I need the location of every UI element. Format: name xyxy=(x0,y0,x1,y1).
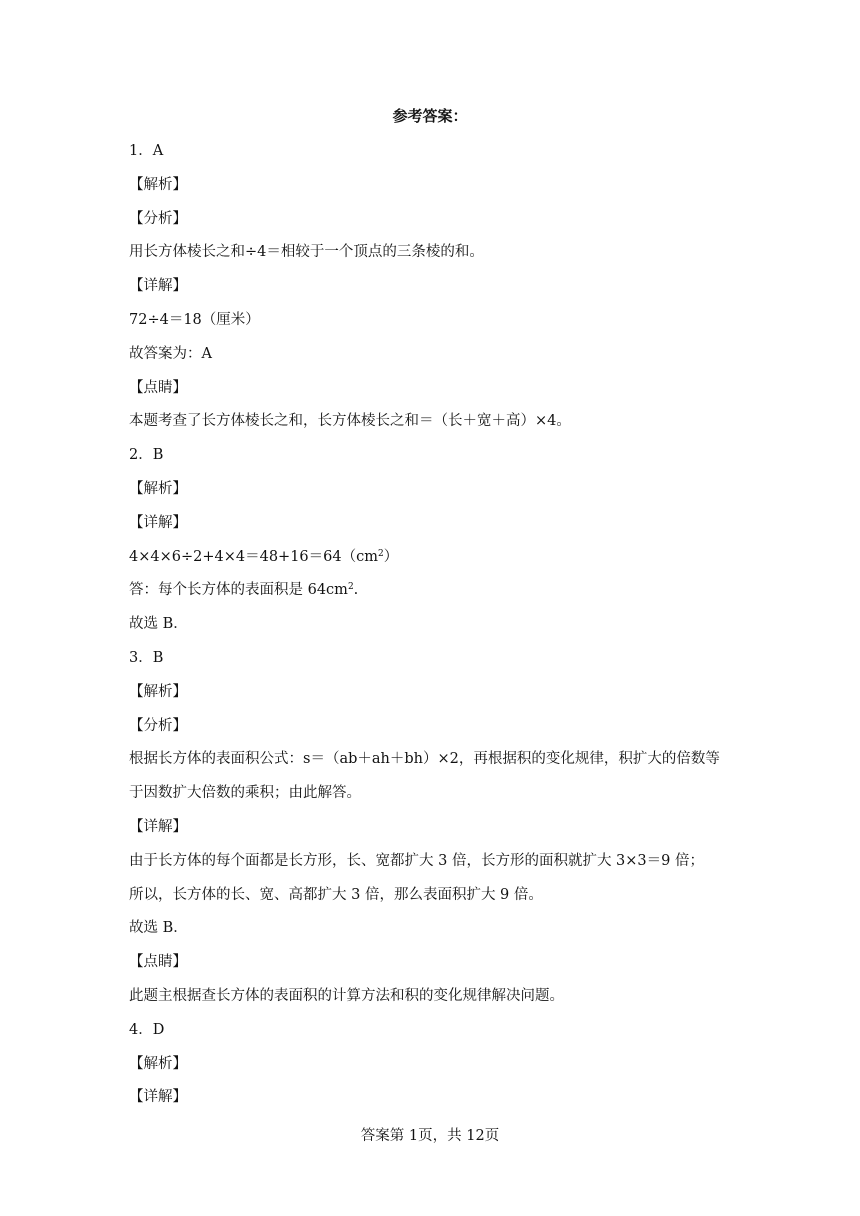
answer-line xyxy=(129,541,739,575)
answer-line: 本题考查了长方体棱长之和，长方体棱长之和＝（长＋宽＋高）×4。 xyxy=(129,413,571,430)
answer-line: 根据长方体的表面积公式：s＝（ab＋ah＋bh）×2，再根据积的变化规律，积扩大的倍数等 xyxy=(129,751,720,768)
answer-line: 1．A xyxy=(129,143,164,159)
answer-line: 用长方体棱长之和÷4＝相较于一个顶点的三条棱的和。 xyxy=(129,244,484,261)
answer-line: 【解析】 xyxy=(129,176,187,193)
answer-line: 此题主根据查长方体的表面积的计算方法和积的变化规律解决问题。 xyxy=(129,987,564,1004)
answer-line: 【分析】 xyxy=(129,717,187,734)
answer-line: 故选 B． xyxy=(129,920,188,937)
superscript: 2 xyxy=(377,548,384,559)
answer-line: 【解析】 xyxy=(129,1055,187,1072)
answer-line: 于因数扩大倍数的乘积；由此解答。 xyxy=(129,785,361,802)
answer-line: 【详解】 xyxy=(129,278,187,295)
formula-text: . xyxy=(353,582,359,599)
answer-line: 【详解】 xyxy=(129,514,187,531)
answer-line: 4．D xyxy=(129,1021,165,1038)
formula-text: 4×4×6÷2+4×4＝48+16＝64（cm xyxy=(129,548,378,565)
answer-line: 3．B xyxy=(129,649,164,666)
answer-line: 【详解】 xyxy=(129,1089,187,1106)
answer-line: 2．B xyxy=(129,447,164,464)
page-footer: 答案第 1页，共 12页 xyxy=(360,1128,500,1144)
page-title: 参考答案： xyxy=(392,107,468,125)
answer-line: 【点睛】 xyxy=(129,379,187,396)
answer-line: 所以，长方体的长、宽、高都扩大 3 倍，那么表面积扩大 9 倍。 xyxy=(129,886,543,903)
answer-content xyxy=(129,135,739,1115)
answer-line: 故选 B． xyxy=(129,616,188,633)
answer-line: 故答案为：A xyxy=(129,345,212,362)
answer-line: 【点睛】 xyxy=(129,954,187,971)
formula-text: 答：每个长方体的表面积是 64cm xyxy=(129,582,348,599)
answer-line: 72÷4＝18（厘米） xyxy=(129,311,260,328)
formula-text: ） xyxy=(383,548,399,565)
answer-line: 【解析】 xyxy=(129,683,187,700)
answer-line: 【详解】 xyxy=(129,818,187,835)
answer-line xyxy=(129,574,739,608)
answer-line: 【分析】 xyxy=(129,210,187,227)
answer-line: 由于长方体的每个面都是长方形，长、宽都扩大 3 倍，长方形的面积就扩大 3×3＝9 倍； xyxy=(129,852,704,869)
answer-line: 【解析】 xyxy=(129,480,187,497)
superscript: 2 xyxy=(347,582,354,593)
